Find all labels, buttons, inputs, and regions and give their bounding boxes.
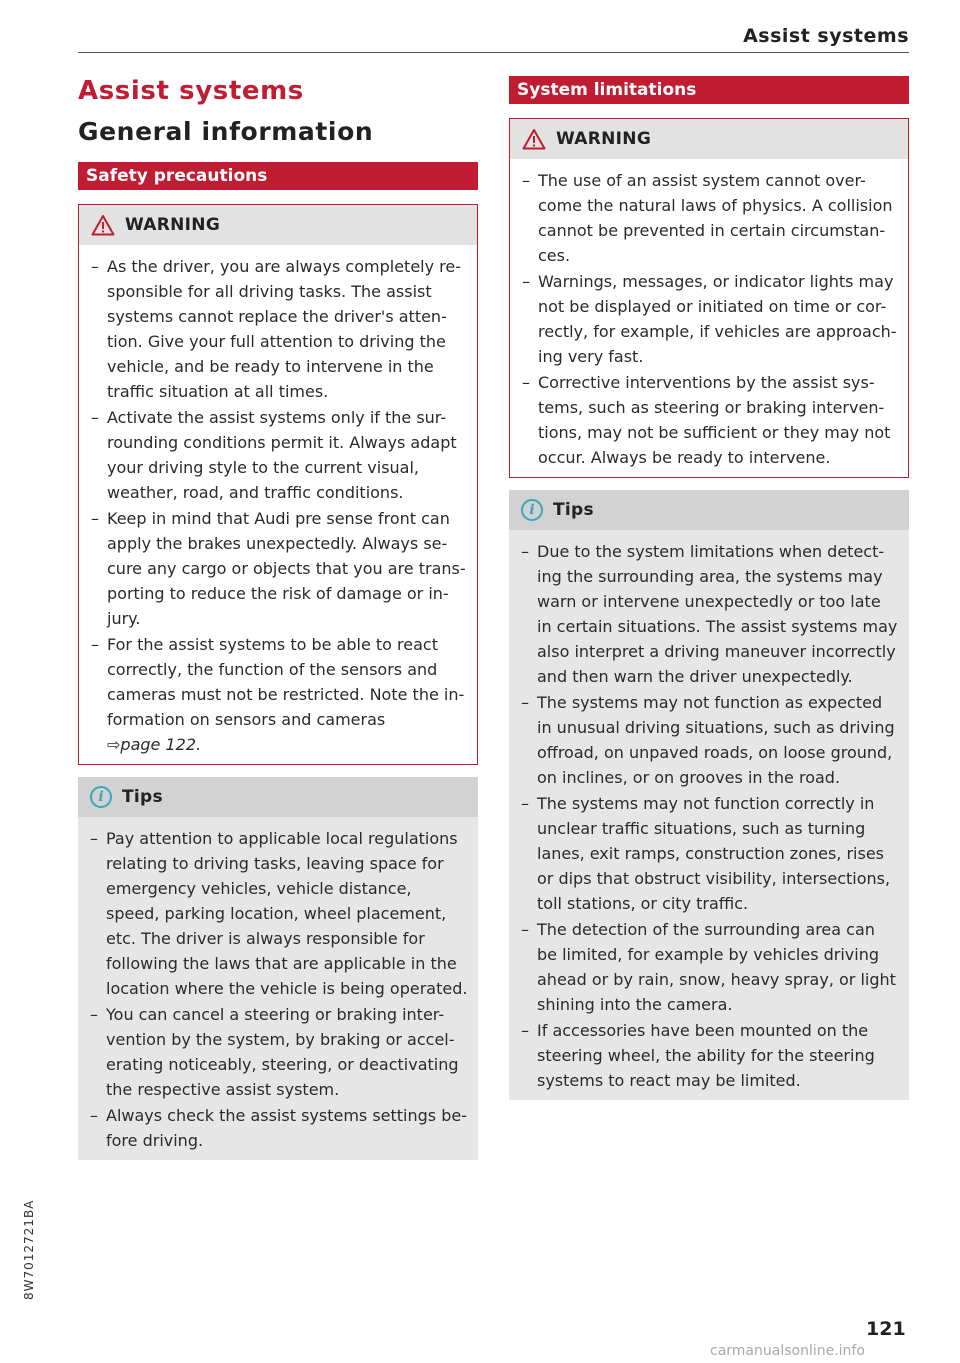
list-item: – Pay attention to applicable local regulations relating to driving tasks, leaving space for emergency vehicles, vehicle distance, speed, parking location, wheel placement, etc. The driver is always responsible for following the laws that are applicable in the location where the vehicle is being operated. bbox=[90, 826, 468, 1001]
tips-header bbox=[509, 490, 909, 530]
warning-header bbox=[510, 119, 908, 159]
info-icon: i bbox=[90, 786, 112, 808]
document-code: 8W7012721BA bbox=[22, 1199, 36, 1300]
list-item: – Due to the system limitations when detect-ing the surrounding area, the systems may warn or intervene unexpectedly or too late in certain situations. The assist systems may also interpret a driving maneuver incorrectly and then warn the driver unexpectedly. bbox=[521, 539, 899, 689]
list-item: – The systems may not function correctly in unclear traffic situations, such as turning lanes, exit ramps, construction zones, rises or dips that obstruct visibility, intersections, toll stations, or city traffic. bbox=[521, 791, 899, 916]
tips-header bbox=[78, 777, 478, 817]
list-item: – You can cancel a steering or braking inter-vention by the system, by braking or accel-erating noticeably, steering, or deactivating the respective assist system. bbox=[90, 1002, 468, 1102]
left-column bbox=[78, 76, 478, 1160]
running-header bbox=[78, 22, 909, 53]
list-item: – Corrective interventions by the assist sys-tems, such as steering or braking interven-tions, may not be sufficient or they may not occur. Always be ready to intervene. bbox=[522, 370, 898, 470]
list-item: – The detection of the surrounding area can be limited, for example by vehicles driving ahead or by rain, snow, heavy spray, or light shining into the camera. bbox=[521, 917, 899, 1017]
warning-box-limitations bbox=[509, 118, 909, 478]
tips-list bbox=[78, 817, 478, 1160]
list-item: – The use of an assist system cannot over-come the natural laws of physics. A collision cannot be prevented in certain circumstan-ces. bbox=[522, 168, 898, 268]
warning-triangle-icon bbox=[91, 214, 115, 236]
list-item: – The systems may not function as expected in unusual driving situations, such as driving offroad, on unpaved roads, on loose ground, on inclines, or on grooves in the road. bbox=[521, 690, 899, 790]
page-reference-link[interactable]: ⇨page 122. bbox=[107, 735, 202, 754]
tips-box-general bbox=[78, 777, 478, 1160]
running-title: Assist systems bbox=[743, 25, 909, 47]
tips-title: Tips bbox=[122, 787, 163, 807]
list-item: – Always check the assist systems settings be-fore driving. bbox=[90, 1103, 468, 1153]
info-icon: i bbox=[521, 499, 543, 521]
list-item: – As the driver, you are always completely re-sponsible for all driving tasks. The assist systems cannot replace the driver's atten-tion. Give your full attention to driving the vehicle, and be ready to intervene in the traffic situation at all times. bbox=[91, 254, 467, 404]
list-item: – Warnings, messages, or indicator lights may not be displayed or initiated on time or cor-rectly, for example, if vehicles are approach-ing very fast. bbox=[522, 269, 898, 369]
tips-list bbox=[509, 530, 909, 1100]
subsection-title-limitations: System limitations bbox=[509, 76, 909, 104]
warning-triangle-icon bbox=[522, 128, 546, 150]
warning-title: WARNING bbox=[125, 215, 221, 235]
warning-header bbox=[79, 205, 477, 245]
chapter-title: Assist systems bbox=[78, 76, 304, 106]
warning-list bbox=[510, 159, 908, 477]
list-item: – If accessories have been mounted on the steering wheel, the ability for the steering systems to react may be limited. bbox=[521, 1018, 899, 1093]
tips-title: Tips bbox=[553, 500, 594, 520]
warning-title: WARNING bbox=[556, 129, 652, 149]
page-number: 121 bbox=[866, 1318, 906, 1340]
warning-box-safety bbox=[78, 204, 478, 765]
subsection-title-safety: Safety precautions bbox=[78, 162, 478, 190]
warning-list bbox=[79, 245, 477, 764]
list-item: – Keep in mind that Audi pre sense front can apply the brakes unexpectedly. Always se-cure any cargo or objects that you are trans-porting to reduce the risk of damage or in-jury. bbox=[91, 506, 467, 631]
list-item: – Activate the assist systems only if the sur-rounding conditions permit it. Always adapt your driving style to the current visual, weather, road, and traffic conditions. bbox=[91, 405, 467, 505]
right-column bbox=[509, 76, 909, 1100]
list-item bbox=[91, 632, 467, 757]
section-title: General information bbox=[78, 117, 374, 146]
tips-box-limitations bbox=[509, 490, 909, 1100]
watermark: carmanualsonline.info bbox=[710, 1343, 865, 1359]
list-item-text: For the assist systems to be able to react correctly, the function of the sensors and cameras must not be restricted. Note the in-formation on sensors and cameras bbox=[107, 635, 465, 729]
